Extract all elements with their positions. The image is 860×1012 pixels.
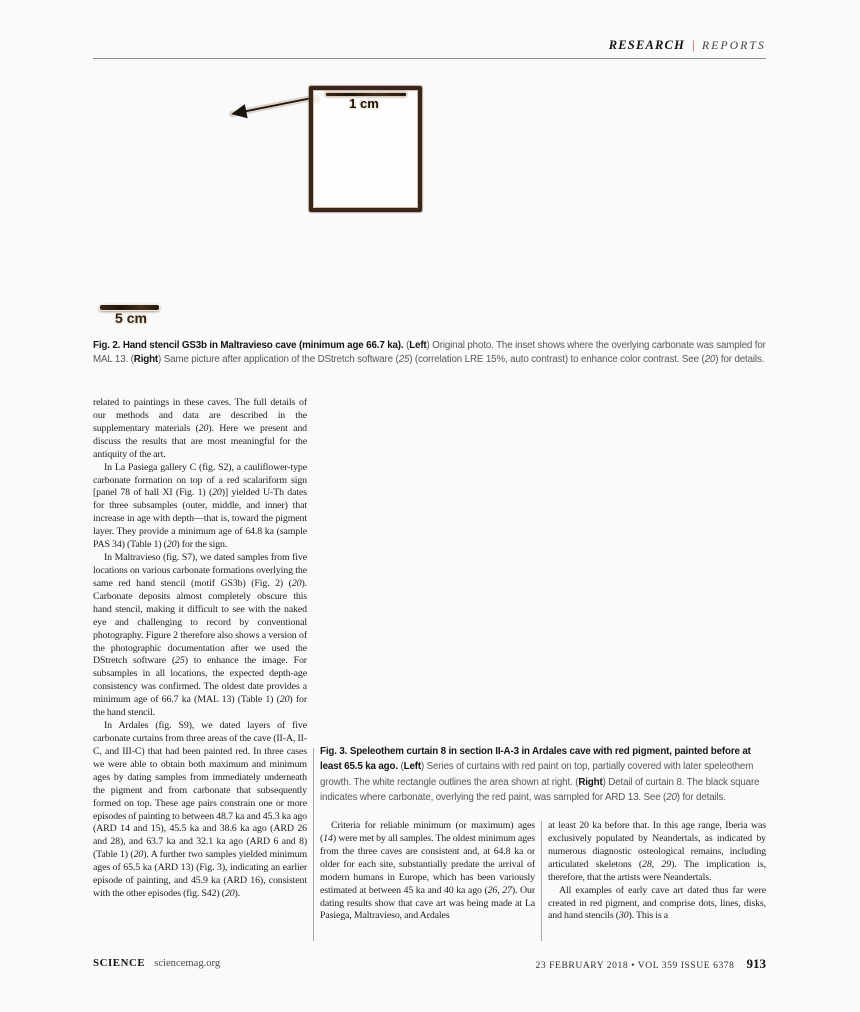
body-paragraph: All examples of early cave art dated thus far were created in red pigment, and comprise dots, lines, disks, and hand stencils (30). This is a (548, 884, 766, 922)
footer-left (93, 957, 220, 969)
body-paragraph: at least 20 ka before that. In this age range, Iberia was exclusively populated by Neandertals, as indicated by numerous diagnostic osteological remains, including articulated skeletons (28, 29). The implication is, therefore, that the artists were Neandertals. (548, 820, 766, 883)
header-divider: | (692, 38, 696, 52)
text-column-right (548, 820, 766, 944)
page-number: 913 (746, 956, 766, 971)
body-paragraph: In La Pasiega gallery C (fig. S2), a cauliflower-type carbonate formation on top of a red scalariform sign [panel 78 of hall XI (Fig. 1) (20)] yielded U-Th dates for three subsamples (outer, middle, and inner) that increase in age with depth—that is, toward the pigment layer. They provide a minimum age of 64.8 ka (sample PAS 34) (Table 1) (20) for the sign. (93, 461, 307, 551)
figure3-caption: Fig. 3. Speleothem curtain 8 in section II-A-3 in Ardales cave with red pigment, painted before at least 65.5 ka ago. (Left) Series of curtains with red paint on top, partially covered with later speleothem growth. The white rectangle outlines the area shown at right. (Right) Detail of curtain 8. The black square indicates where carbonate, overlying the red paint, was sampled for ARD 13. See (20) for details. (320, 746, 760, 803)
header-subsection-label: REPORTS (702, 40, 766, 52)
header-section-label: RESEARCH (608, 38, 686, 52)
footer-right (536, 956, 767, 972)
body-paragraph: In Ardales (fig. S9), we dated layers of five carbonate curtains from three areas of the cave (II-A, II-C, and III-C) that had been painted red. In three cases we were able to obtain both maximum and minimum ages by dating samples from immediately underneath the pigment and from carbonate that subsequently formed on top. These age pairs constrain one or more episodes of painting to between 48.7 ka and 45.3 ka ago (ARD 14 and 15), 45.5 ka and 38.6 ka ago (ARD 26 and 28), and 63.7 ka and 32.1 ka ago (ARD 6 and 8) (Table 1) (20). A further two samples yielded minimum ages of 65.5 ka (ARD 13) (Fig. 3), indicating an earlier episode of painting, and 45.9 ka (ARD 16), consistent with the other episodes (fig. S42) (20). (93, 720, 307, 900)
figure2-image-area (0, 60, 860, 332)
text-column-left (93, 397, 307, 944)
page-header (609, 38, 766, 53)
journal-name: SCIENCE (93, 957, 146, 969)
header-rule (93, 58, 766, 59)
column-divider (313, 748, 314, 941)
text-column-middle (320, 820, 535, 944)
column-divider (541, 821, 542, 941)
inset-scale-label: 1 cm (349, 96, 379, 111)
issue-info: 23 FEBRUARY 2018 • VOL 359 ISSUE 6378 (535, 960, 735, 971)
body-paragraph: related to paintings in these caves. The full details of our methods and data are described in the supplementary materials (20). Here we present and discuss the results that are most meaningful for the antiquity of the art. (93, 397, 307, 460)
figure2-caption: Fig. 2. Hand stencil GS3b in Maltravieso cave (minimum age 66.7 ka). (Left) Original photo. The inset shows where the overlying carbonate was sampled for MAL 13. (Right) Same picture after application of the DStretch software (25) (correlation LRE 15%, auto contrast) to enhance color contrast. See (20) for details. (93, 340, 766, 365)
body-paragraph: Criteria for reliable minimum (or maximum) ages (14) were met by all samples. The oldest minimum ages from the three caves are consistent and, at 64.8 ka or older for each site, substantially predate the arrival of modern humans in Europe, which has been variously estimated at between 45 ka and 40 ka ago (26, 27). Our dating results show that cave art was being made at La Pasiega, Maltravieso, and Ardales (320, 820, 535, 922)
body-paragraph: In Maltravieso (fig. S7), we dated samples from five locations on various carbonate formations overlying the same red hand stencil (motif GS3b) (Fig. 2) (20). Carbonate deposits almost completely obscure this hand stencil, making it difficult to see with the naked eye and challenging to record by conventional photography. Figure 2 therefore also shows a version of the photographic documentation after we used the DStretch software (25) to enhance the image. For subsamples in all locations, the expected depth-age consistency was confirmed. The oldest date provides a minimum age of 66.7 ka (MAL 13) (Table 1) (20) for the hand stencil. (93, 552, 307, 719)
photo-scale-label: 5 cm (115, 310, 147, 326)
journal-website: sciencemag.org (154, 958, 221, 969)
